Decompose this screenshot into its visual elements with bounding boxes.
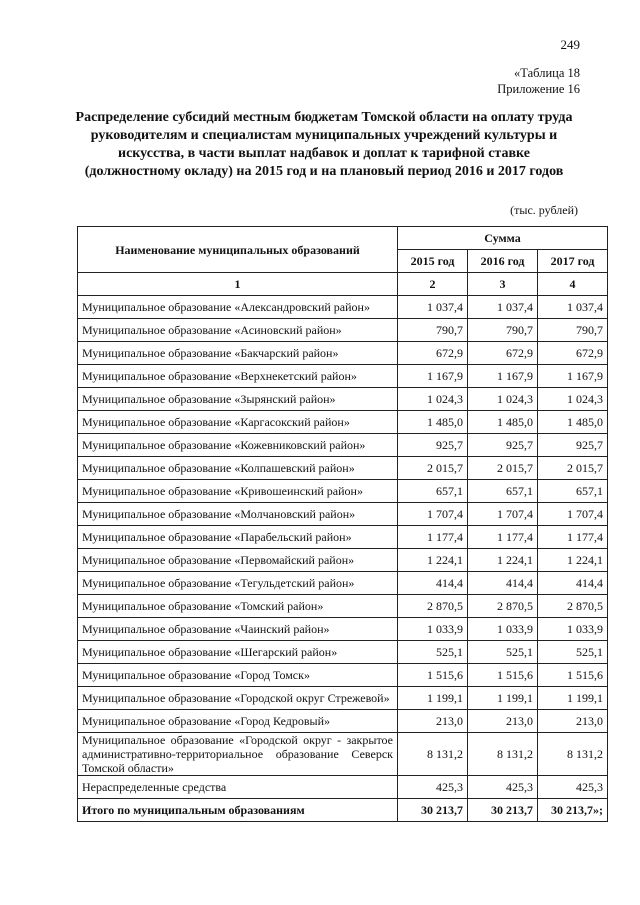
amount-2017: 790,7: [538, 319, 608, 342]
table-row: [78, 687, 608, 710]
column-index: 4: [538, 273, 608, 296]
column-index: 1: [78, 273, 398, 296]
municipality-name: Муниципальное образование «Асиновский район»: [78, 319, 398, 342]
municipality-name: Муниципальное образование «Колпашевский район»: [78, 457, 398, 480]
title-line: Распределение субсидий местным бюджетам Томской области на оплату труда: [75, 110, 573, 125]
municipality-name: Муниципальное образование «Молчановский район»: [78, 503, 398, 526]
units-label: (тыс. рублей): [510, 203, 578, 217]
municipality-name: Муниципальное образование «Кривошеинский район»: [78, 480, 398, 503]
header-year-2017: 2017 год: [538, 250, 608, 273]
appendix-number: Приложение 16: [497, 82, 580, 96]
amount-2017: 2 870,5: [538, 595, 608, 618]
table-row: [78, 664, 608, 687]
amount-2016: 1 485,0: [468, 411, 538, 434]
title-line: руководителям и специалистам муниципальных учреждений культуры и: [90, 128, 558, 143]
total-label: Итого по муниципальным образованиям: [78, 799, 398, 822]
amount-2016: 425,3: [468, 776, 538, 799]
table-row: [78, 641, 608, 664]
table-row: [78, 710, 608, 733]
amount-2015: 790,7: [398, 319, 468, 342]
amount-2017: 1 024,3: [538, 388, 608, 411]
amount-2017: 1 485,0: [538, 411, 608, 434]
total-value-2016: 30 213,7: [468, 799, 538, 822]
amount-2015: 425,3: [398, 776, 468, 799]
table-reference: [497, 65, 580, 97]
table-row: [78, 503, 608, 526]
municipality-name: Муниципальное образование «Зырянский район»: [78, 388, 398, 411]
amount-2015: 1 485,0: [398, 411, 468, 434]
amount-2016: 525,1: [468, 641, 538, 664]
amount-2017: 672,9: [538, 342, 608, 365]
municipality-name: Муниципальное образование «Кожевниковский район»: [78, 434, 398, 457]
amount-2016: 1 037,4: [468, 296, 538, 319]
amount-2015: 8 131,2: [398, 733, 468, 776]
amount-2017: 1 033,9: [538, 618, 608, 641]
header-year-2015: 2015 год: [398, 250, 468, 273]
table-row: [78, 434, 608, 457]
amount-2016: 925,7: [468, 434, 538, 457]
amount-2017: 657,1: [538, 480, 608, 503]
total-value-2017: 30 213,7»;: [538, 799, 608, 822]
header-name-column: Наименование муниципальных образований: [78, 227, 398, 273]
column-index-row: [78, 273, 608, 296]
amount-2017: 1 199,1: [538, 687, 608, 710]
municipality-name: Муниципальное образование «Парабельский район»: [78, 526, 398, 549]
amount-2017: 1 515,6: [538, 664, 608, 687]
table-row: [78, 595, 608, 618]
municipality-name: Муниципальное образование «Чаинский район»: [78, 618, 398, 641]
amount-2015: 525,1: [398, 641, 468, 664]
municipality-name: Муниципальное образование «Город Кедровый»: [78, 710, 398, 733]
header-sum: Сумма: [398, 227, 608, 250]
table-row: [78, 776, 608, 799]
amount-2015: 1 037,4: [398, 296, 468, 319]
municipality-name: Муниципальное образование «Верхнекетский район»: [78, 365, 398, 388]
municipality-name: Муниципальное образование «Городской округ Стрежевой»: [78, 687, 398, 710]
amount-2015: 672,9: [398, 342, 468, 365]
column-index: 3: [468, 273, 538, 296]
title-line: (должностному окладу) на 2015 год и на плановый период 2016 и 2017 годов: [84, 164, 564, 179]
amount-2015: 414,4: [398, 572, 468, 595]
amount-2017: 1 037,4: [538, 296, 608, 319]
subsidy-table: [77, 226, 608, 822]
table-number: «Таблица 18: [514, 66, 580, 80]
municipality-name: Муниципальное образование «Шегарский район»: [78, 641, 398, 664]
amount-2015: 213,0: [398, 710, 468, 733]
table-row: [78, 480, 608, 503]
municipality-name: Муниципальное образование «Первомайский район»: [78, 549, 398, 572]
amount-2016: 1 199,1: [468, 687, 538, 710]
amount-2016: 1 177,4: [468, 526, 538, 549]
amount-2016: 1 024,3: [468, 388, 538, 411]
amount-2015: 1 199,1: [398, 687, 468, 710]
amount-2016: 1 515,6: [468, 664, 538, 687]
amount-2016: 672,9: [468, 342, 538, 365]
amount-2016: 2 870,5: [468, 595, 538, 618]
amount-2017: 8 131,2: [538, 733, 608, 776]
amount-2017: 1 707,4: [538, 503, 608, 526]
table-row: [78, 457, 608, 480]
amount-2015: 1 177,4: [398, 526, 468, 549]
amount-2016: 1 033,9: [468, 618, 538, 641]
amount-2015: 2 015,7: [398, 457, 468, 480]
total-value-2015: 30 213,7: [398, 799, 468, 822]
amount-2016: 1 224,1: [468, 549, 538, 572]
municipality-name: Муниципальное образование «Бакчарский район»: [78, 342, 398, 365]
table-row: [78, 572, 608, 595]
amount-2017: 1 224,1: [538, 549, 608, 572]
amount-2017: 525,1: [538, 641, 608, 664]
amount-2015: 925,7: [398, 434, 468, 457]
header-year-2016: 2016 год: [468, 250, 538, 273]
municipality-name: Муниципальное образование «Город Томск»: [78, 664, 398, 687]
amount-2016: 1 167,9: [468, 365, 538, 388]
table-row: [78, 549, 608, 572]
table-row: [78, 411, 608, 434]
page-number: 249: [560, 37, 580, 52]
table-row: [78, 733, 608, 776]
table-row: [78, 342, 608, 365]
municipality-name: Муниципальное образование «Томский район»: [78, 595, 398, 618]
amount-2016: 790,7: [468, 319, 538, 342]
table-row: [78, 296, 608, 319]
amount-2017: 925,7: [538, 434, 608, 457]
table-row: [78, 388, 608, 411]
table-row: [78, 365, 608, 388]
table-row: [78, 618, 608, 641]
amount-2015: 1 167,9: [398, 365, 468, 388]
amount-2016: 414,4: [468, 572, 538, 595]
amount-2015: 1 224,1: [398, 549, 468, 572]
amount-2015: 657,1: [398, 480, 468, 503]
table-row: [78, 319, 608, 342]
amount-2017: 1 177,4: [538, 526, 608, 549]
amount-2015: 1 707,4: [398, 503, 468, 526]
amount-2015: 1 515,6: [398, 664, 468, 687]
municipality-name: Муниципальное образование «Александровский район»: [78, 296, 398, 319]
amount-2015: 2 870,5: [398, 595, 468, 618]
amount-2017: 2 015,7: [538, 457, 608, 480]
amount-2017: 425,3: [538, 776, 608, 799]
amount-2017: 414,4: [538, 572, 608, 595]
municipality-name: Муниципальное образование «Городской округ - закрытое административно-территориальное образование Северск Томской области»: [78, 733, 398, 776]
amount-2015: 1 024,3: [398, 388, 468, 411]
total-row: [78, 799, 608, 822]
title-line: искусства, в части выплат надбавок и доплат к тарифной ставке: [118, 146, 530, 161]
amount-2017: 213,0: [538, 710, 608, 733]
amount-2016: 2 015,7: [468, 457, 538, 480]
municipality-name: Муниципальное образование «Тегульдетский район»: [78, 572, 398, 595]
amount-2016: 8 131,2: [468, 733, 538, 776]
amount-2016: 657,1: [468, 480, 538, 503]
municipality-name: Муниципальное образование «Каргасокский район»: [78, 411, 398, 434]
municipality-name: Нераспределенные средства: [78, 776, 398, 799]
column-index: 2: [398, 273, 468, 296]
table-row: [78, 526, 608, 549]
document-title: [64, 109, 584, 181]
amount-2015: 1 033,9: [398, 618, 468, 641]
amount-2016: 213,0: [468, 710, 538, 733]
amount-2016: 1 707,4: [468, 503, 538, 526]
amount-2017: 1 167,9: [538, 365, 608, 388]
